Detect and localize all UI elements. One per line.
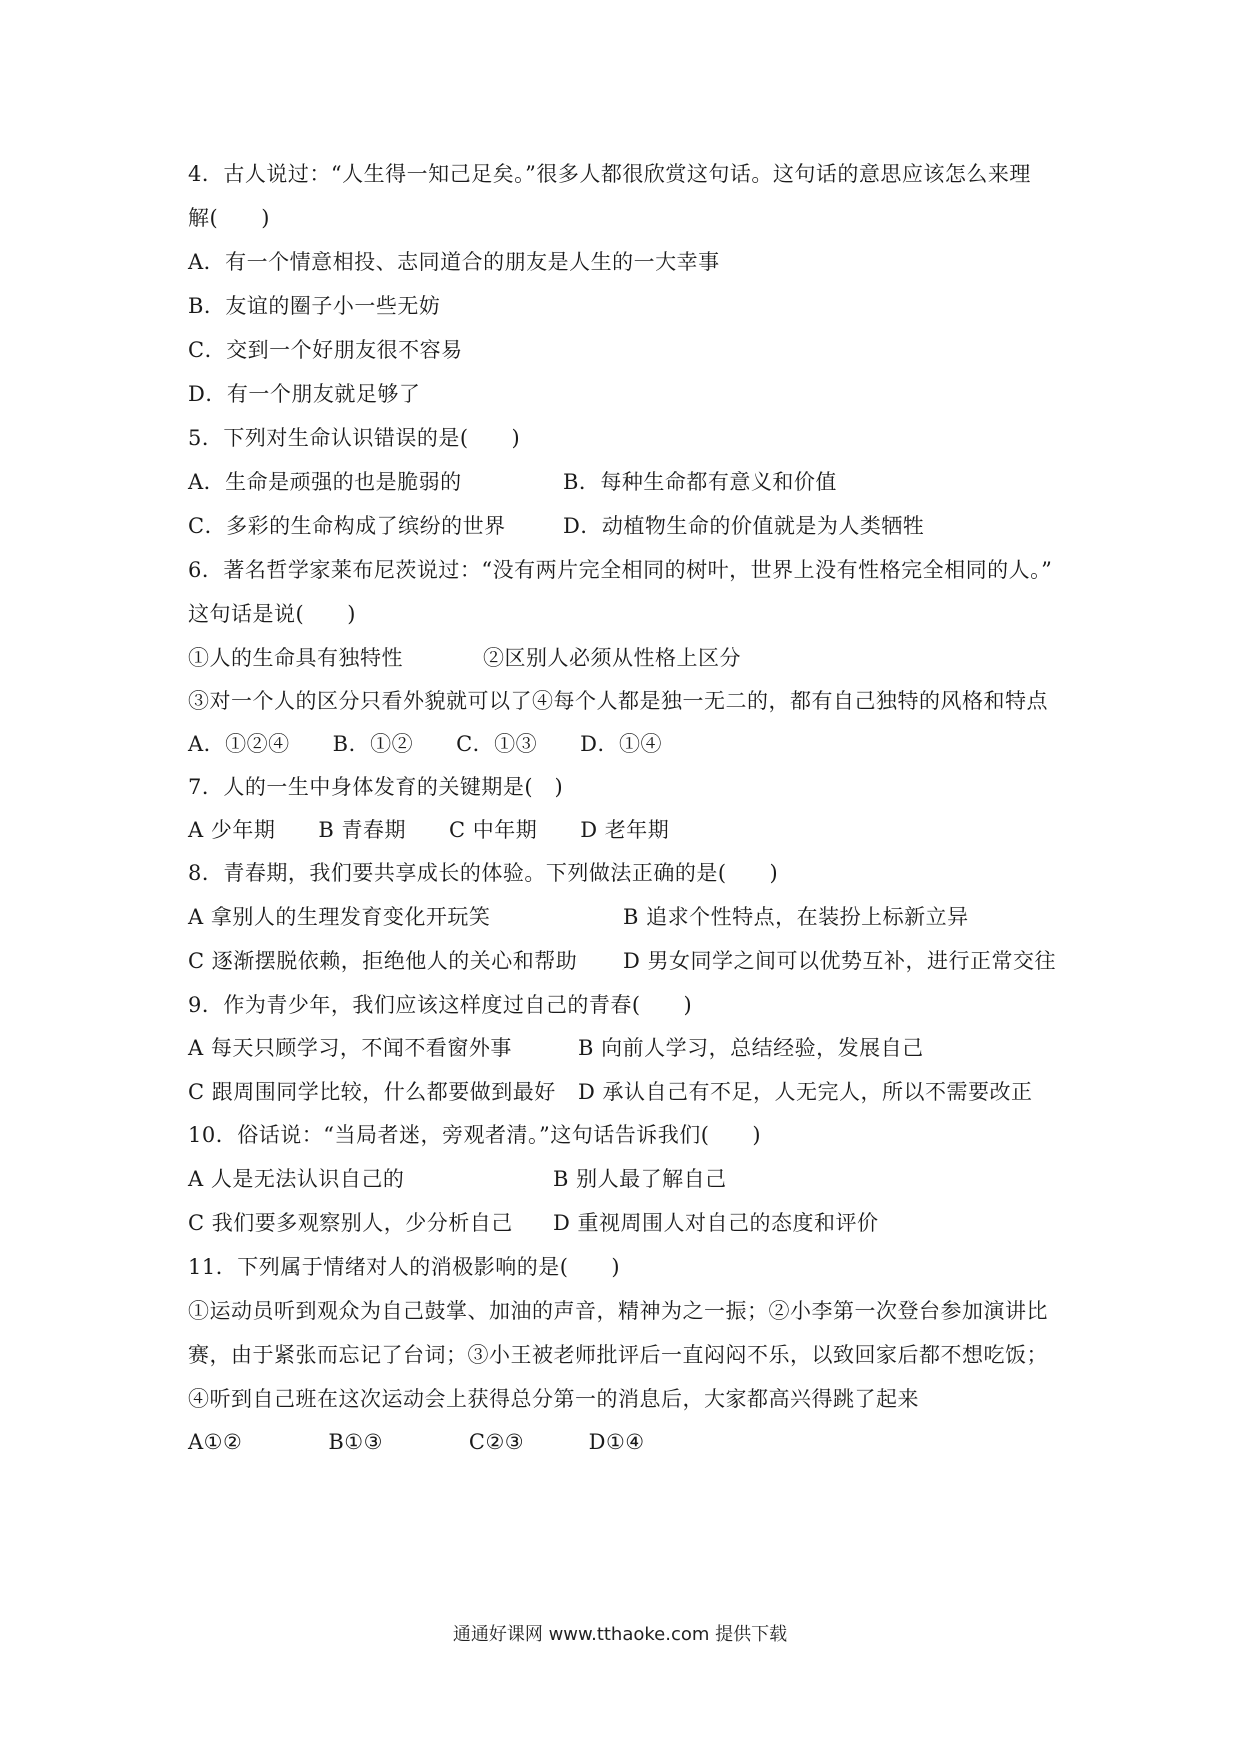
q9-row1 [188,1028,924,1068]
q9-stem: 9．作为青少年，我们应该这样度过自己的青春( ) [188,993,693,1017]
q5-row2 [188,506,925,546]
q11-options: A①② B①③ C②③ D①④ [188,1430,645,1454]
q10-option-b: B 别人最了解自己 [553,1167,727,1191]
q10-option-c: C 我们要多观察别人，少分析自己 [188,1211,513,1235]
q10-row2 [188,1203,879,1243]
q4-stem-line1: 4．古人说过：“人生得一知己足矣。”很多人都很欣赏这句话。这句话的意思应该怎么来理 [188,162,1031,186]
q10-option-d: D 重视周围人对自己的态度和评价 [553,1211,879,1235]
q8-option-c: C 逐渐摆脱依赖，拒绝他人的关心和帮助 [188,949,578,973]
q9-option-b: B 向前人学习，总结经验，发展自己 [578,1036,924,1060]
q8-row1 [188,897,969,937]
q6-stem-line2: 这句话是说( ) [188,602,356,626]
q11-text-line2: 赛，由于紧张而忘记了台词；③小王被老师批评后一直闷闷不乐，以致回家后都不想吃饭； [188,1343,1048,1367]
q10-stem: 10．俗话说：“当局者迷，旁观者清。”这句话告诉我们( ) [188,1123,762,1147]
q9-option-a: A 每天只顾学习，不闻不看窗外事 [188,1036,512,1060]
q8-option-b: B 追求个性特点，在装扮上标新立异 [623,905,969,929]
q11-text-line1: ①运动员听到观众为自己鼓掌、加油的声音，精神为之一振；②小李第一次登台参加演讲比 [188,1299,1048,1323]
q4-option-c: C．交到一个好朋友很不容易 [188,338,463,362]
q10-row1 [188,1159,727,1199]
q4-option-b: B．友谊的圈子小一些无妨 [188,294,441,318]
q9-option-d: D 承认自己有不足，人无完人，所以不需要改正 [578,1080,1033,1104]
q7-options: A 少年期 B 青春期 C 中年期 D 老年期 [188,818,670,842]
page-footer: 通通好课网 www.tthaoke.com 提供下载 [452,1624,788,1645]
q9-row2 [188,1072,1033,1112]
q5-row1 [188,462,837,502]
q4-option-d: D．有一个朋友就足够了 [188,382,421,406]
q5-option-a: A．生命是顽强的也是脆弱的 [188,470,462,494]
q9-option-c: C 跟周围同学比较，什么都要做到最好 [188,1080,556,1104]
q8-option-a: A 拿别人的生理发育变化开玩笑 [188,905,491,929]
q5-stem: 5．下列对生命认识错误的是( ) [188,426,521,450]
q6-statements-row1 [188,638,741,678]
q5-option-c: C．多彩的生命构成了缤纷的世界 [188,514,506,538]
q6-options: A．①②④ B．①② C．①③ D．①④ [188,732,663,756]
q11-stem: 11．下列属于情绪对人的消极影响的是( ) [188,1255,621,1279]
q6-statement-2: ②区别人必须从性格上区分 [483,646,741,670]
q5-option-d: D．动植物生命的价值就是为人类牺牲 [563,514,925,538]
q6-stem-line1: 6．著名哲学家莱布尼茨说过：“没有两片完全相同的树叶，世界上没有性格完全相同的人。” [188,558,1053,582]
q10-option-a: A 人是无法认识自己的 [188,1167,405,1191]
q8-row2 [188,941,1057,981]
q6-statement-1: ①人的生命具有独特性 [188,646,403,670]
q8-option-d: D 男女同学之间可以优势互补，进行正常交往 [623,949,1057,973]
q5-option-b: B．每种生命都有意义和价值 [563,470,837,494]
q11-text-line3: ④听到自己班在这次运动会上获得总分第一的消息后，大家都高兴得跳了起来 [188,1387,919,1411]
q6-statements-row2: ③对一个人的区分只看外貌就可以了④每个人都是独一无二的，都有自己独特的风格和特点 [188,689,1048,713]
q4-option-a: A．有一个情意相投、志同道合的朋友是人生的一大幸事 [188,250,720,274]
q4-stem-line2: 解( ) [188,206,270,230]
q7-stem: 7．人的一生中身体发育的关键期是( ) [188,775,564,799]
q8-stem: 8．青春期，我们要共享成长的体验。下列做法正确的是( ) [188,861,779,885]
